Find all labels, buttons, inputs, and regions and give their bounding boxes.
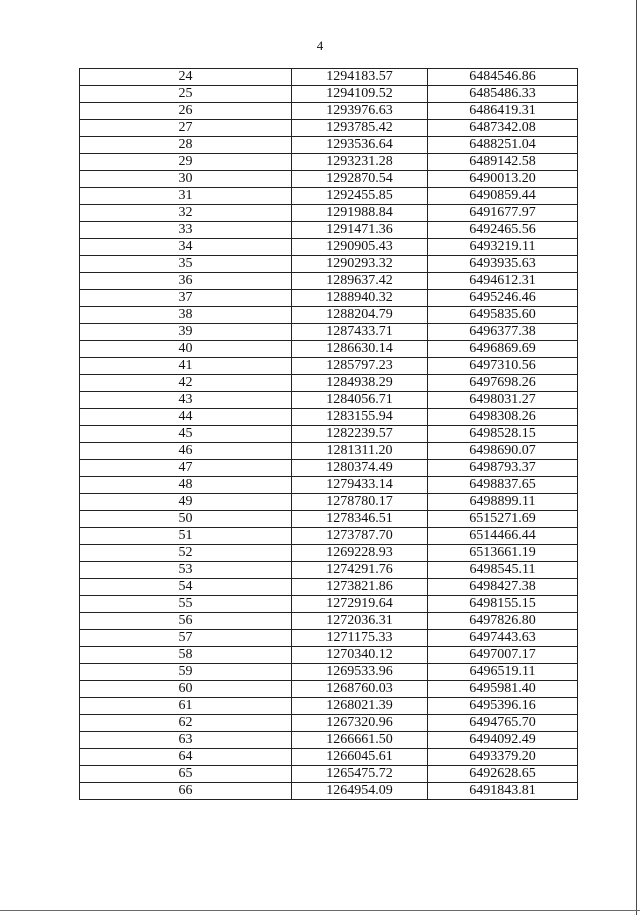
x-coordinate-cell: 1267320.96 <box>292 715 428 732</box>
point-number-cell: 47 <box>80 460 292 477</box>
point-number-cell: 25 <box>80 86 292 103</box>
point-number-cell: 66 <box>80 783 292 800</box>
table-row <box>80 443 578 460</box>
x-coordinate-cell: 1294183.57 <box>292 69 428 86</box>
table-row <box>80 477 578 494</box>
x-coordinate-cell: 1286630.14 <box>292 341 428 358</box>
y-coordinate-cell: 6484546.86 <box>428 69 578 86</box>
y-coordinate-cell: 6493219.11 <box>428 239 578 256</box>
point-number-cell: 26 <box>80 103 292 120</box>
point-number-cell: 30 <box>80 171 292 188</box>
y-coordinate-cell: 6497826.80 <box>428 613 578 630</box>
table-row <box>80 171 578 188</box>
x-coordinate-cell: 1279433.14 <box>292 477 428 494</box>
point-number-cell: 28 <box>80 137 292 154</box>
y-coordinate-cell: 6490859.44 <box>428 188 578 205</box>
table-row <box>80 630 578 647</box>
x-coordinate-cell: 1273821.86 <box>292 579 428 596</box>
y-coordinate-cell: 6513661.19 <box>428 545 578 562</box>
y-coordinate-cell: 6491843.81 <box>428 783 578 800</box>
x-coordinate-cell: 1292455.85 <box>292 188 428 205</box>
y-coordinate-cell: 6495981.40 <box>428 681 578 698</box>
point-number-cell: 64 <box>80 749 292 766</box>
point-number-cell: 27 <box>80 120 292 137</box>
y-coordinate-cell: 6498308.26 <box>428 409 578 426</box>
x-coordinate-cell: 1284056.71 <box>292 392 428 409</box>
x-coordinate-cell: 1272036.31 <box>292 613 428 630</box>
point-number-cell: 33 <box>80 222 292 239</box>
table-row <box>80 103 578 120</box>
x-coordinate-cell: 1269533.96 <box>292 664 428 681</box>
table-row <box>80 222 578 239</box>
point-number-cell: 59 <box>80 664 292 681</box>
table-row <box>80 766 578 783</box>
point-number-cell: 38 <box>80 307 292 324</box>
coordinates-table <box>79 68 578 800</box>
x-coordinate-cell: 1293785.42 <box>292 120 428 137</box>
x-coordinate-cell: 1272919.64 <box>292 596 428 613</box>
table-row <box>80 783 578 800</box>
y-coordinate-cell: 6498793.37 <box>428 460 578 477</box>
point-number-cell: 41 <box>80 358 292 375</box>
x-coordinate-cell: 1290293.32 <box>292 256 428 273</box>
x-coordinate-cell: 1290905.43 <box>292 239 428 256</box>
y-coordinate-cell: 6497698.26 <box>428 375 578 392</box>
table-row <box>80 273 578 290</box>
y-coordinate-cell: 6487342.08 <box>428 120 578 137</box>
y-coordinate-cell: 6486419.31 <box>428 103 578 120</box>
point-number-cell: 31 <box>80 188 292 205</box>
y-coordinate-cell: 6494765.70 <box>428 715 578 732</box>
x-coordinate-cell: 1291471.36 <box>292 222 428 239</box>
y-coordinate-cell: 6497007.17 <box>428 647 578 664</box>
table-row <box>80 239 578 256</box>
y-coordinate-cell: 6492465.56 <box>428 222 578 239</box>
page-edge-right <box>636 0 637 915</box>
y-coordinate-cell: 6498899.11 <box>428 494 578 511</box>
table-row <box>80 596 578 613</box>
y-coordinate-cell: 6515271.69 <box>428 511 578 528</box>
point-number-cell: 52 <box>80 545 292 562</box>
y-coordinate-cell: 6498155.15 <box>428 596 578 613</box>
table-row <box>80 579 578 596</box>
table-row <box>80 409 578 426</box>
table-row <box>80 460 578 477</box>
y-coordinate-cell: 6495835.60 <box>428 307 578 324</box>
point-number-cell: 42 <box>80 375 292 392</box>
table-row <box>80 341 578 358</box>
x-coordinate-cell: 1293536.64 <box>292 137 428 154</box>
x-coordinate-cell: 1278780.17 <box>292 494 428 511</box>
y-coordinate-cell: 6498427.38 <box>428 579 578 596</box>
x-coordinate-cell: 1280374.49 <box>292 460 428 477</box>
point-number-cell: 57 <box>80 630 292 647</box>
point-number-cell: 55 <box>80 596 292 613</box>
table-row <box>80 137 578 154</box>
table-row <box>80 698 578 715</box>
table-row <box>80 749 578 766</box>
y-coordinate-cell: 6498690.07 <box>428 443 578 460</box>
point-number-cell: 29 <box>80 154 292 171</box>
point-number-cell: 62 <box>80 715 292 732</box>
x-coordinate-cell: 1294109.52 <box>292 86 428 103</box>
x-coordinate-cell: 1288940.32 <box>292 290 428 307</box>
table-row <box>80 358 578 375</box>
x-coordinate-cell: 1265475.72 <box>292 766 428 783</box>
x-coordinate-cell: 1264954.09 <box>292 783 428 800</box>
x-coordinate-cell: 1289637.42 <box>292 273 428 290</box>
point-number-cell: 43 <box>80 392 292 409</box>
point-number-cell: 53 <box>80 562 292 579</box>
coordinates-table-body <box>80 69 578 800</box>
point-number-cell: 37 <box>80 290 292 307</box>
x-coordinate-cell: 1293976.63 <box>292 103 428 120</box>
y-coordinate-cell: 6496377.38 <box>428 324 578 341</box>
x-coordinate-cell: 1288204.79 <box>292 307 428 324</box>
table-row <box>80 528 578 545</box>
point-number-cell: 54 <box>80 579 292 596</box>
y-coordinate-cell: 6494092.49 <box>428 732 578 749</box>
table-row <box>80 290 578 307</box>
y-coordinate-cell: 6494612.31 <box>428 273 578 290</box>
y-coordinate-cell: 6488251.04 <box>428 137 578 154</box>
table-row <box>80 426 578 443</box>
point-number-cell: 51 <box>80 528 292 545</box>
x-coordinate-cell: 1292870.54 <box>292 171 428 188</box>
table-row <box>80 511 578 528</box>
x-coordinate-cell: 1283155.94 <box>292 409 428 426</box>
point-number-cell: 48 <box>80 477 292 494</box>
y-coordinate-cell: 6493935.63 <box>428 256 578 273</box>
y-coordinate-cell: 6489142.58 <box>428 154 578 171</box>
table-row <box>80 86 578 103</box>
point-number-cell: 60 <box>80 681 292 698</box>
point-number-cell: 36 <box>80 273 292 290</box>
table-row <box>80 647 578 664</box>
y-coordinate-cell: 6497443.63 <box>428 630 578 647</box>
table-row <box>80 69 578 86</box>
x-coordinate-cell: 1287433.71 <box>292 324 428 341</box>
y-coordinate-cell: 6496519.11 <box>428 664 578 681</box>
point-number-cell: 65 <box>80 766 292 783</box>
table-row <box>80 120 578 137</box>
table-row <box>80 256 578 273</box>
point-number-cell: 45 <box>80 426 292 443</box>
x-coordinate-cell: 1266661.50 <box>292 732 428 749</box>
x-coordinate-cell: 1268760.03 <box>292 681 428 698</box>
table-row <box>80 324 578 341</box>
point-number-cell: 56 <box>80 613 292 630</box>
point-number-cell: 63 <box>80 732 292 749</box>
x-coordinate-cell: 1270340.12 <box>292 647 428 664</box>
x-coordinate-cell: 1271175.33 <box>292 630 428 647</box>
point-number-cell: 49 <box>80 494 292 511</box>
table-row <box>80 732 578 749</box>
point-number-cell: 50 <box>80 511 292 528</box>
point-number-cell: 35 <box>80 256 292 273</box>
table-row <box>80 562 578 579</box>
point-number-cell: 44 <box>80 409 292 426</box>
point-number-cell: 39 <box>80 324 292 341</box>
table-row <box>80 715 578 732</box>
x-coordinate-cell: 1285797.23 <box>292 358 428 375</box>
y-coordinate-cell: 6496869.69 <box>428 341 578 358</box>
x-coordinate-cell: 1281311.20 <box>292 443 428 460</box>
y-coordinate-cell: 6485486.33 <box>428 86 578 103</box>
point-number-cell: 46 <box>80 443 292 460</box>
table-row <box>80 681 578 698</box>
table-row <box>80 375 578 392</box>
x-coordinate-cell: 1266045.61 <box>292 749 428 766</box>
table-row <box>80 613 578 630</box>
point-number-cell: 24 <box>80 69 292 86</box>
page-number: 4 <box>316 38 324 53</box>
table-row <box>80 188 578 205</box>
table-row <box>80 154 578 171</box>
x-coordinate-cell: 1278346.51 <box>292 511 428 528</box>
x-coordinate-cell: 1269228.93 <box>292 545 428 562</box>
point-number-cell: 32 <box>80 205 292 222</box>
table-row <box>80 494 578 511</box>
y-coordinate-cell: 6491677.97 <box>428 205 578 222</box>
x-coordinate-cell: 1273787.70 <box>292 528 428 545</box>
y-coordinate-cell: 6497310.56 <box>428 358 578 375</box>
y-coordinate-cell: 6493379.20 <box>428 749 578 766</box>
y-coordinate-cell: 6514466.44 <box>428 528 578 545</box>
x-coordinate-cell: 1291988.84 <box>292 205 428 222</box>
y-coordinate-cell: 6495396.16 <box>428 698 578 715</box>
x-coordinate-cell: 1282239.57 <box>292 426 428 443</box>
point-number-cell: 61 <box>80 698 292 715</box>
y-coordinate-cell: 6490013.20 <box>428 171 578 188</box>
page-edge-bottom <box>0 910 640 911</box>
y-coordinate-cell: 6498031.27 <box>428 392 578 409</box>
y-coordinate-cell: 6498837.65 <box>428 477 578 494</box>
x-coordinate-cell: 1284938.29 <box>292 375 428 392</box>
table-row <box>80 664 578 681</box>
point-number-cell: 34 <box>80 239 292 256</box>
y-coordinate-cell: 6498528.15 <box>428 426 578 443</box>
table-row <box>80 392 578 409</box>
x-coordinate-cell: 1268021.39 <box>292 698 428 715</box>
point-number-cell: 58 <box>80 647 292 664</box>
table-row <box>80 545 578 562</box>
point-number-cell: 40 <box>80 341 292 358</box>
table-row <box>80 307 578 324</box>
y-coordinate-cell: 6492628.65 <box>428 766 578 783</box>
y-coordinate-cell: 6498545.11 <box>428 562 578 579</box>
x-coordinate-cell: 1293231.28 <box>292 154 428 171</box>
x-coordinate-cell: 1274291.76 <box>292 562 428 579</box>
table-row <box>80 205 578 222</box>
y-coordinate-cell: 6495246.46 <box>428 290 578 307</box>
